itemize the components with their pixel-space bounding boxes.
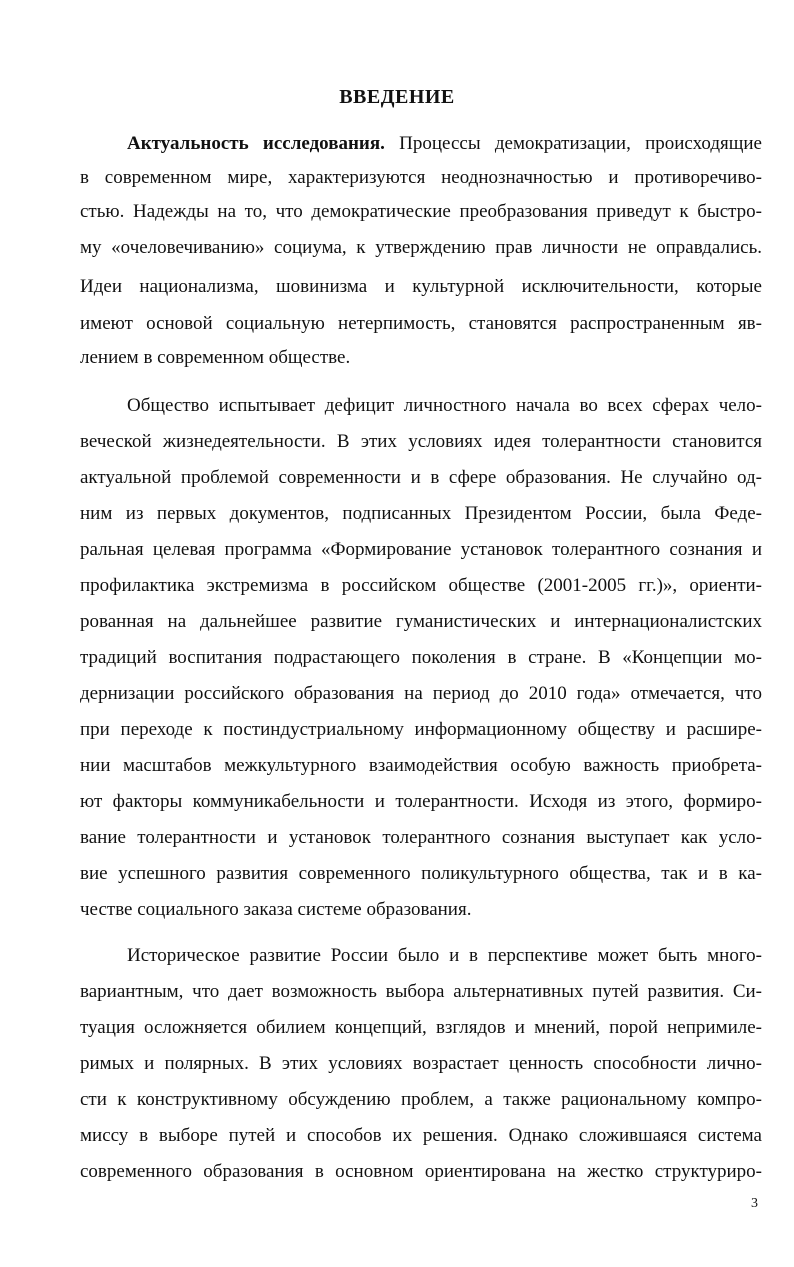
paragraph-3-line-6: миссу в выборе путей и способов их решения. Однако сложившаяся система: [80, 1125, 762, 1146]
paragraph-2-line-7: рованная на дальнейшее развитие гуманистических и интернационалистских: [80, 611, 762, 632]
paragraph-2-line-8: традиций воспитания подрастающего поколения в стране. В «Концепции мо-: [80, 647, 762, 668]
paragraph-2-line-5: ральная целевая программа «Формирование установок толерантного сознания и: [80, 539, 762, 560]
paragraph-2-line-15: честве социального заказа системе образования.: [80, 899, 472, 920]
paragraph-2-line-13: вание толерантности и установок толерантного сознания выступает как усло-: [80, 827, 762, 848]
paragraph-3-line-7: современного образования в основном ориентирована на жестко структуриро-: [80, 1161, 762, 1182]
paragraph-3-line-3: туация осложняется обилием концепций, взглядов и мнений, порой непримиле-: [80, 1017, 762, 1038]
paragraph-2-line-3: актуальной проблемой современности и в сфере образования. Не случайно од-: [80, 467, 762, 488]
paragraph-1-line-2: в современном мире, характеризуются неоднозначностью и противоречиво-: [80, 167, 762, 188]
paragraph-1-line-1-text: Процессы демократизации, происходящие: [384, 133, 762, 154]
paragraph-3-line-5: сти к конструктивному обсуждению проблем, а также рациональному компро-: [80, 1089, 762, 1110]
paragraph-1-line-5: Идеи национализма, шовинизма и культурной исключительности, которые: [80, 276, 762, 297]
paragraph-2-line-11: нии масштабов межкультурного взаимодействия особую важность приобрета-: [80, 755, 762, 776]
paragraph-2-line-12: ют факторы коммуникабельности и толерантности. Исходя из этого, формиро-: [80, 791, 762, 812]
paragraph-2-line-9: дернизации российского образования на период до 2010 года» отмечается, что: [80, 683, 762, 704]
page-title: ВВЕДЕНИЕ: [339, 86, 455, 108]
paragraph-2-line-14: вие успешного развития современного поликультурного общества, так и в ка-: [80, 863, 762, 884]
paragraph-3-line-1: Историческое развитие России было и в перспективе может быть много-: [127, 945, 762, 966]
paragraph-1-line-6: имеют основой социальную нетерпимость, становятся распространенным яв-: [80, 313, 762, 334]
paragraph-2-line-2: веческой жизнедеятельности. В этих условиях идея толерантности становится: [80, 431, 762, 452]
paragraph-2-line-6: профилактика экстремизма в российском обществе (2001-2005 гг.)», ориенти-: [80, 575, 762, 596]
paragraph-1-line-1: [80, 132, 762, 156]
paragraph-1-line-7: лением в современном обществе.: [80, 347, 351, 368]
paragraph-2-line-4: ним из первых документов, подписанных Президентом России, была Феде-: [80, 503, 762, 524]
page-number: 3: [751, 1196, 758, 1211]
paragraph-1-line-4: му «очеловечиванию» социума, к утверждению прав личности не оправдались.: [80, 237, 762, 258]
paragraph-2-line-10: при переходе к постиндустриальному информационному обществу и расшире-: [80, 719, 762, 740]
lead-phrase: Актуальность исследования.: [127, 133, 385, 154]
paragraph-3-line-4: римых и полярных. В этих условиях возрастает ценность способности лично-: [80, 1053, 762, 1074]
paragraph-3-line-2: вариантным, что дает возможность выбора альтернативных путей развития. Си-: [80, 981, 762, 1002]
paragraph-2-line-1: Общество испытывает дефицит личностного начала во всех сферах чело-: [127, 395, 762, 416]
paragraph-1-line-3: стью. Надежды на то, что демократические преобразования приведут к быстро-: [80, 201, 762, 222]
